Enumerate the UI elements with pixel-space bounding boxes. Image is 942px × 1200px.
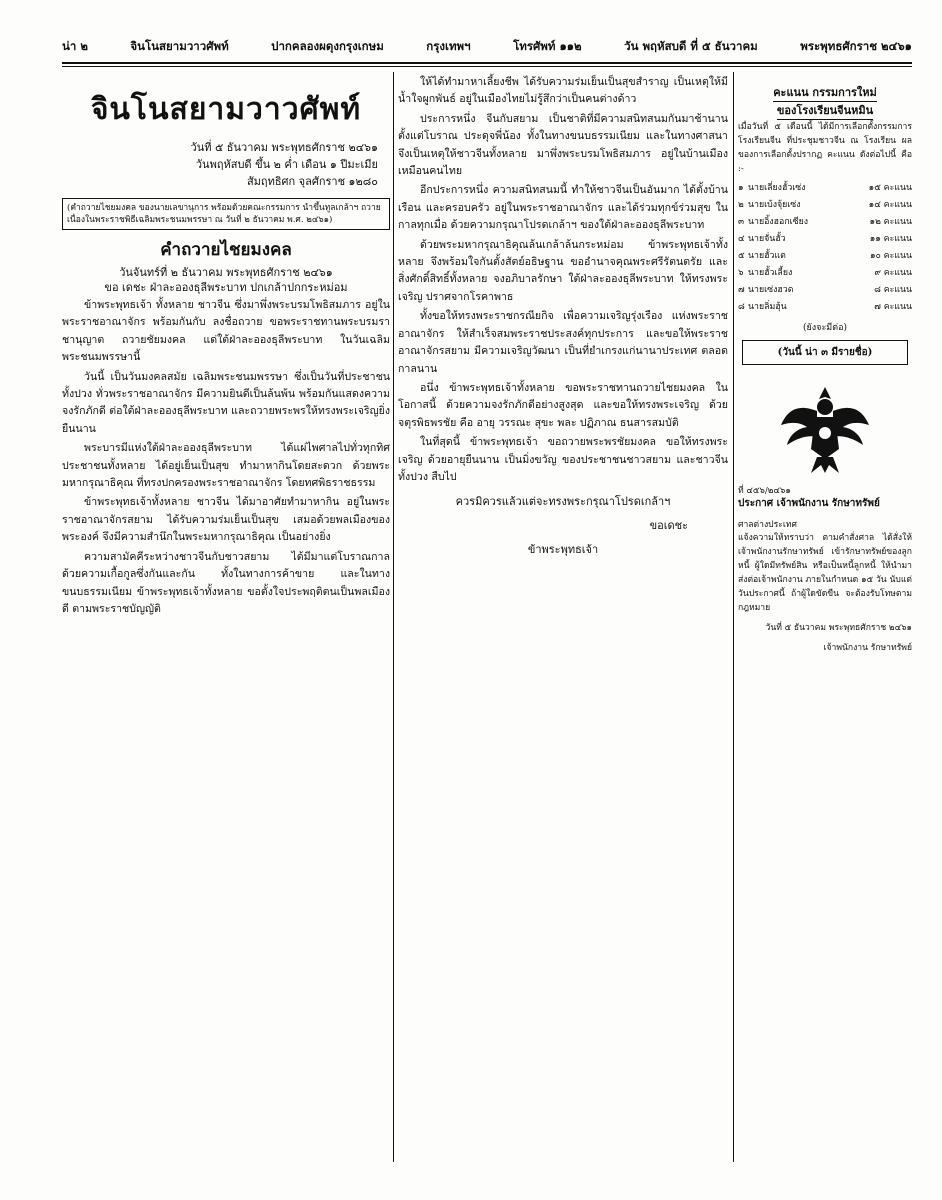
notice-court: ศาลต่างประเทศ xyxy=(738,520,797,530)
score-name: นายเบ้งจุ้ยเซ่ง xyxy=(748,200,801,210)
notice-body: แจ้งความให้ทราบว่า ตามคำสั่งศาล ได้สั่งให้เจ้าพนักงานรักษาทรัพย์ เข้ารักษาทรัพย์ของลูกหนี้ ผู้ใดมีทรัพย์สิน หรือเป็นหนี้ลูกหนี้ ให้นำมาส่งต่อเจ้าพนักงาน ภายในกำหนด ๑๕ วัน นับแต่วันประกาศนี้ ถ้าผู้ใดขัดขืน จะต้องรับโทษตามกฎหมาย xyxy=(738,533,912,613)
score-row xyxy=(738,214,912,231)
score-row xyxy=(738,197,912,214)
score-number: ๔ xyxy=(738,234,745,244)
notice-department: ประกาศ เจ้าพนักงาน รักษาทรัพย์ xyxy=(738,498,880,509)
article-title: คำถวายไชยมงคล xyxy=(160,240,292,260)
score-row xyxy=(738,248,912,265)
signature: ข้าพระพุทธเจ้า xyxy=(527,543,599,557)
closing-formula: ขอเดชะ xyxy=(649,519,688,533)
paragraph: ข้าพระพุทธเจ้าทั้งหลาย ชาวจีน ได้มาอาศัยทำมาหากิน อยู่ในพระราชอาณาจักรสยาม ได้รับความร่มเย็นเป็นสุข เสมอด้วยพลเมืองของพระองค์ จึงมีความสำนึกในพระมหากรุณาธิคุณ เป็นอย่างยิ่ง xyxy=(62,496,390,544)
editor-notice: (คำถวายไชยมงคล ของนายเลขานุการ พร้อมด้วยคณะกรรมการ นำขึ้นทูลเกล้าฯ ถวาย เนื่องในพระราชพิธีเฉลิมพระชนมพรรษา ณ วันที่ ๒ ธันวาคม พ.ศ. ๒๔๖๑) xyxy=(62,198,390,230)
column-divider xyxy=(733,72,734,1162)
paragraph: ด้วยพระมหากรุณาธิคุณล้นเกล้าล้นกระหม่อม ข้าพระพุทธเจ้าทั้งหลาย จึงพร้อมใจกันตั้งสัตย์อธิษฐาน ขออำนาจคุณพระศรีรัตนตรัย และสิ่งศักดิ์สิทธิ์ทั้งหลาย จงอภิบาลรักษา ใต้ฝ่าละอองธุลีพระบาท ให้ทรงพระเจริญ ปราศจากโรคาพาธ xyxy=(398,238,728,303)
dateline-line: สัมฤทธิศก จุลศักราช ๑๒๘๐ xyxy=(246,175,378,188)
paragraph: อนึ่ง ข้าพระพุทธเจ้าทั้งหลาย ขอพระราชทานถวายไชยมงคล ในโอกาสนี้ ด้วยความจงรักภักดีอย่างสูงสุด และขอให้ทรงพระเจริญ ด้วยจตุรพิธพรชัย คือ อายุ วรรณะ สุขะ พละ ปฏิภาณ ธนสารสมบัติ xyxy=(398,381,728,429)
column-1 xyxy=(62,72,390,1162)
score-points: ๙ คะแนน xyxy=(874,268,912,278)
score-row xyxy=(738,299,912,316)
paragraph: ทั้งขอให้ทรงพระราชกรณียกิจ เพื่อความเจริญรุ่งเรือง แห่งพระราชอาณาจักร ให้สำเร็จสมพระราชประสงค์ทุกประการ และขอให้พระราชอาณาจักรสยาม มีความเจริญวัฒนา เป็นที่ยำเกรงแก่นานาประเทศ ตลอดกาลนาน xyxy=(398,310,728,375)
score-name: นายฮั้วแต xyxy=(748,251,786,261)
score-points: ๑๐ คะแนน xyxy=(869,251,912,261)
score-points: ๑๒ คะแนน xyxy=(869,217,912,227)
subline-date: วันจันทร์ที่ ๒ ธันวาคม พระพุทธศักราช ๒๔๖๑ xyxy=(119,266,333,279)
score-name: นายจั่นฮั้ว xyxy=(748,234,786,244)
column-divider xyxy=(393,72,394,1162)
issue-era: พระพุทธศักราช ๒๔๖๑ xyxy=(800,39,912,53)
score-list xyxy=(738,180,912,316)
printed-at: ปากคลองผดุงกรุงเกษม xyxy=(271,39,384,53)
header-rule xyxy=(62,62,912,64)
score-points: ๑๕ คะแนน xyxy=(868,183,912,193)
royal-garuda-emblem-icon xyxy=(777,381,873,477)
score-number: ๕ xyxy=(738,251,745,261)
score-number: ๑ xyxy=(738,183,744,193)
paragraph: อีกประการหนึ่ง ความสนิทสนมนี้ ทำให้ชาวจีนเป็นอันมาก ได้ตั้งบ้านเรือน และครอบครัว อยู่ในพระราชอาณาจักร และได้ร่วมทุกข์ร่วมสุข ในกาลทุกเมื่อ ด้วยความกรุณาโปรดเกล้าฯ ของใต้ฝ่าละอองธุลีพระบาท xyxy=(398,184,728,232)
subline-salutation: ขอ เดชะ ฝ่าละอองธุลีพระบาท ปกเกล้าปกกระหม่อม xyxy=(104,281,348,294)
to-be-continued: (ยังจะมีต่อ) xyxy=(803,323,847,333)
page-number: น่า ๒ xyxy=(62,39,88,53)
score-points: ๑๑ คะแนน xyxy=(869,234,912,244)
election-intro: เมื่อวันที่ ๕ เดือนนี้ ได้มีการเลือกตั้งกรรมการโรงเรียนจีน ที่ประชุมชาวจีน ณ โรงเรียน ผลของการเลือกตั้งปรากฏ คะแนน ดังต่อไปนี้ คือ :- xyxy=(738,122,912,174)
issue-date: วัน พฤหัสบดี ที่ ๕ ธันวาคม xyxy=(624,39,758,53)
score-name: นายอิ้งฮอกเซียง xyxy=(748,217,809,227)
score-row xyxy=(738,265,912,282)
score-name: นายเลี่ยงฮั้วเซ่ง xyxy=(748,183,806,193)
score-row xyxy=(738,231,912,248)
paragraph: วันนี้ เป็นวันมงคลสมัย เฉลิมพระชนมพรรษา ซึ่งเป็นวันที่ประชาชนทั้งปวง ทั่วพระราชอาณาจักร มีความยินดีเป็นล้นพ้น พร้อมกันแสดงความจงรักภักดี ต่อใต้ฝ่าละอองธุลีพระบาท และถวายพระพรให้ทรงพระเจริญยิ่งยืนนาน xyxy=(62,370,390,435)
election-heading-line: คะแนน กรรมการใหม่ xyxy=(773,84,877,102)
closing-line: ควรมิควรแล้วแต่จะทรงพระกรุณาโปรดเกล้าฯ xyxy=(455,495,671,509)
paragraph: ข้าพระพุทธเจ้า ทั้งหลาย ชาวจีน ซึ่งมาพึ่งพระบรมโพธิสมภาร อยู่ในพระราชอาณาจักร พร้อมกันกับ ลงชื่อถวาย ขอพระราชทานพระบรมราชานุญาต ถวายชัยมงคล แด่ใต้ฝ่าละอองธุลีพระบาท ในวันเฉลิมพระชนมพรรษานี้ xyxy=(62,299,390,364)
score-points: ๘ คะแนน xyxy=(874,285,912,295)
dateline xyxy=(62,139,390,190)
score-row xyxy=(738,180,912,197)
score-number: ๘ xyxy=(738,302,745,312)
notice-signer: เจ้าพนักงาน รักษาทรัพย์ xyxy=(823,643,912,653)
score-number: ๒ xyxy=(738,200,744,210)
paragraph: ให้ได้ทำมาหาเลี้ยงชีพ ได้รับความร่มเย็นเป็นสุขสำราญ เป็นเหตุให้มีน้ำใจผูกพันธ์ อยู่ในเมืองไทยไม่รู้สึกว่าเป็นคนต่างด้าว xyxy=(398,76,728,106)
score-points: ๑๔ คะแนน xyxy=(868,200,912,210)
election-heading-line: ของโรงเรียนจีนหมิน xyxy=(777,102,873,120)
notice-date: วันที่ ๕ ธันวาคม พระพุทธศักราช ๒๔๖๑ xyxy=(765,623,912,633)
article-subline xyxy=(62,265,390,295)
paragraph: ประการหนึ่ง จีนกับสยาม เป็นชาติที่มีความสนิทสนมกันมาช้านาน ตั้งแต่โบราณ ประดุจพี่น้อง ทั้งในทางขนบธรรมเนียม และในทางศาสนา จึงเป็นเหตุให้ชาวจีนทั้งหลาย มาพึ่งพระบรมโพธิสมภาร อยู่ในบ้านเมือง เหมือนคนไทย xyxy=(398,112,728,178)
paragraph: พระบารมีแห่งใต้ฝ่าละอองธุลีพระบาท ได้แผ่ไพศาลไปทั่วทุกทิศ ประชาชนทั้งหลาย ได้อยู่เย็นเป็นสุข ทำมาหากินโดยสะดวก ด้วยพระมหากรุณาธิคุณ ที่ทรงปกครองพระราชอาณาจักร โดยทศพิธราชธรรม xyxy=(62,442,390,490)
paper-name: จินโนสยามวาวศัพท์ xyxy=(130,39,229,53)
score-row xyxy=(738,282,912,299)
score-points: ๗ คะแนน xyxy=(874,302,912,312)
score-name: นายลิ่มฮุ้น xyxy=(748,302,787,312)
dateline-line: วันที่ ๕ ธันวาคม พระพุทธศักราช ๒๔๖๑ xyxy=(190,141,378,154)
paragraph: ความสามัคคีระหว่างชาวจีนกับชาวสยาม ได้มีมาแต่โบราณกาล ด้วยความเกื้อกูลซึ่งกันและกัน ทั้งในทางการค้าขาย และในทางขนบธรรมเนียม ข้าพระพุทธเจ้าทั้งหลาย ขอตั้งใจประพฤติตนเป็นพลเมืองดี ตามพระราชบัญญัติ xyxy=(62,550,390,615)
column-2 xyxy=(398,72,728,1162)
page-header xyxy=(62,36,912,58)
paragraph: ในที่สุดนี้ ข้าพระพุทธเจ้า ขอถวายพระพรชัยมงคล ขอให้ทรงพระเจริญ ด้วยอายุยืนนาน เป็นมิ่งขวัญ ของประชาชนชาวสยาม และชาวจีนทั้งปวง สืบไป xyxy=(398,436,728,483)
score-name: นายเซ่งฮวด xyxy=(748,285,794,295)
score-name: นายฮั้วเลี้ยง xyxy=(748,268,793,278)
page-reference-box: (วันนี้ น่า ๓ มีรายชื่อ) xyxy=(742,340,908,365)
masthead: จินโนสยามวาวศัพท์ xyxy=(90,92,362,127)
column-3 xyxy=(738,72,912,1162)
score-number: ๓ xyxy=(738,217,745,227)
city: กรุงเทพฯ xyxy=(426,39,471,53)
score-number: ๖ xyxy=(738,268,744,278)
election-heading xyxy=(738,84,912,120)
score-number: ๗ xyxy=(738,285,745,295)
notice-reference: ที่ ๔๕๖/๒๔๖๑ xyxy=(738,486,791,496)
header-rule-thin xyxy=(62,66,912,67)
phone: โทรศัพท์ ๑๑๒ xyxy=(513,39,582,53)
dateline-line: วันพฤหัสบดี ขึ้น ๒ ค่ำ เดือน ๑ ปีมะเมีย xyxy=(195,158,378,171)
